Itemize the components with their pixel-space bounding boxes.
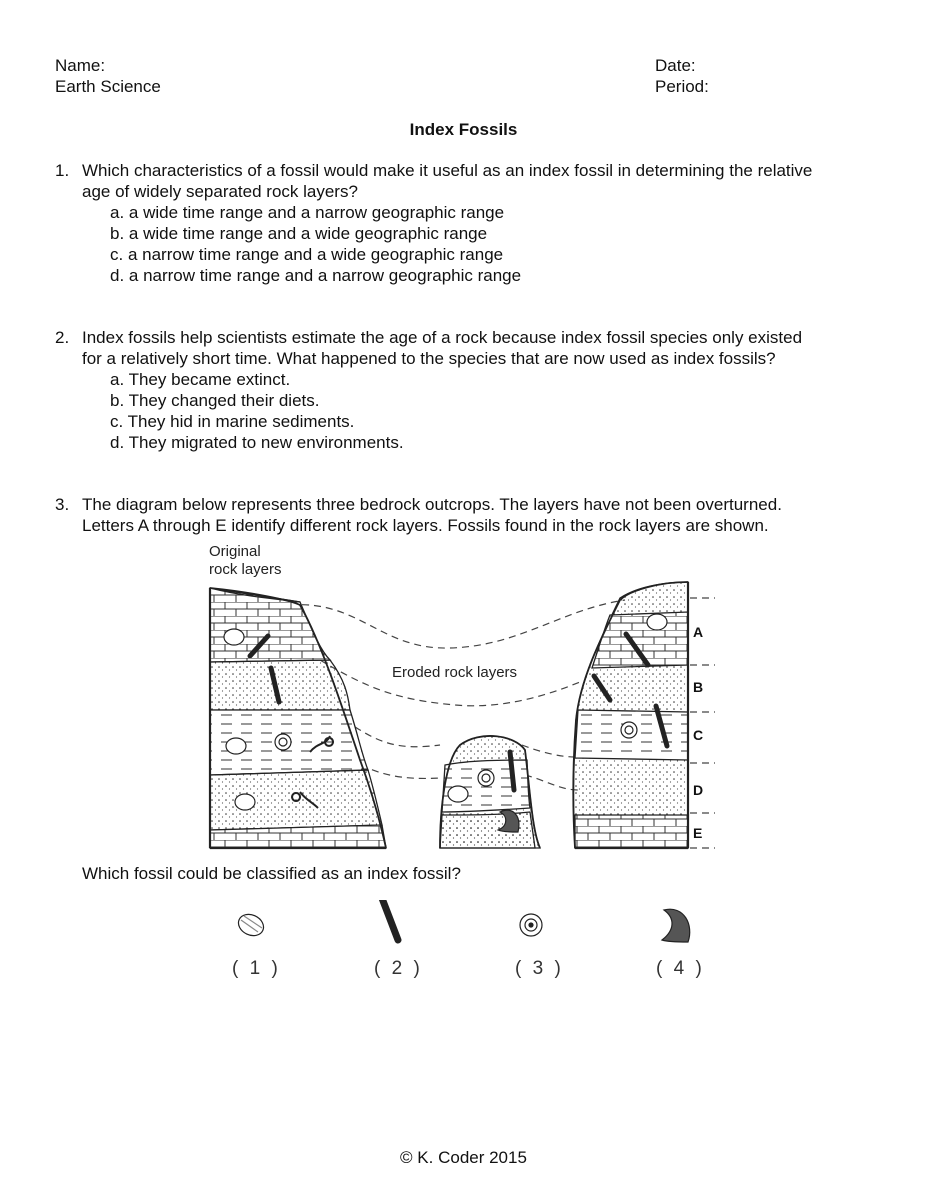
choice-1-label: ( 1 ) (232, 958, 281, 979)
answer-option-d: d. a narrow time range and a narrow geographic range (110, 266, 522, 285)
clam-fossil-icon (647, 614, 667, 630)
question-number: 2. (55, 328, 70, 347)
left-outcrop (210, 588, 386, 848)
answer-option-a: a. They became extinct. (110, 370, 291, 389)
right-outcrop (573, 582, 688, 848)
bedrock-outcrop-diagram (190, 538, 730, 858)
layer-label-b: B (693, 679, 704, 695)
layer-label-a: A (693, 624, 704, 640)
choice-3-label: ( 3 ) (515, 958, 564, 979)
layer-labels (693, 624, 703, 841)
answer-option-b: b. They changed their diets. (110, 391, 320, 410)
question-number: 3. (55, 495, 70, 514)
clam-fossil-icon (235, 794, 255, 810)
eroded-rock-layers-label: Eroded rock layers (392, 664, 518, 681)
clam-fossil-icon (226, 738, 246, 754)
choice-1-clam-icon (235, 910, 267, 939)
answer-option-b: b. a wide time range and a wide geographic range (110, 224, 488, 243)
page-title: Index Fossils (409, 120, 518, 139)
original-rock-layers-label: Original (209, 543, 261, 560)
name-label: Name: (55, 56, 106, 75)
question-text-line: Which characteristics of a fossil would make it useful as an index fossil in determining the relative (82, 161, 813, 180)
answer-option-c: c. a narrow time range and a wide geographic range (110, 245, 504, 264)
choice-4-label: ( 4 ) (656, 958, 705, 979)
choice-fossil-images (220, 900, 700, 960)
choice-4-crescent-icon (662, 909, 690, 942)
choice-2-rod-icon (380, 900, 398, 940)
date-label: Date: (655, 56, 696, 75)
question-text-line: for a relatively short time. What happened to the species that are now used as index fossils? (82, 349, 776, 368)
original-rock-layers-label: rock layers (209, 561, 282, 578)
layer-label-d: D (693, 782, 704, 798)
footer-copyright: © K. Coder 2015 (400, 1148, 527, 1167)
answer-option-a: a. a wide time range and a narrow geographic range (110, 203, 505, 222)
choice-3-ammonite-icon (520, 914, 542, 936)
question-3-prompt: Which fossil could be classified as an index fossil? (82, 864, 461, 883)
ammonite-fossil-icon (621, 722, 637, 738)
question-text-line: age of widely separated rock layers? (82, 182, 358, 201)
layer-label-c: C (693, 727, 704, 743)
clam-fossil-icon (448, 786, 468, 802)
question-number: 1. (55, 161, 70, 180)
clam-fossil-icon (224, 629, 244, 645)
question-text-line: Index fossils help scientists estimate the age of a rock because index fossil species only existed (82, 328, 803, 347)
answer-option-d: d. They migrated to new environments. (110, 433, 404, 452)
period-label: Period: (655, 77, 709, 96)
ammonite-fossil-icon (478, 770, 494, 786)
ammonite-fossil-icon (275, 734, 291, 750)
answer-option-c: c. They hid in marine sediments. (110, 412, 355, 431)
layer-label-e: E (693, 825, 703, 841)
choice-2-label: ( 2 ) (374, 958, 423, 979)
subject-label: Earth Science (55, 77, 161, 96)
question-text-line: The diagram below represents three bedrock outcrops. The layers have not been overturned. (82, 495, 782, 514)
question-text-line: Letters A through E identify different rock layers. Fossils found in the rock layers are shown. (82, 516, 769, 535)
